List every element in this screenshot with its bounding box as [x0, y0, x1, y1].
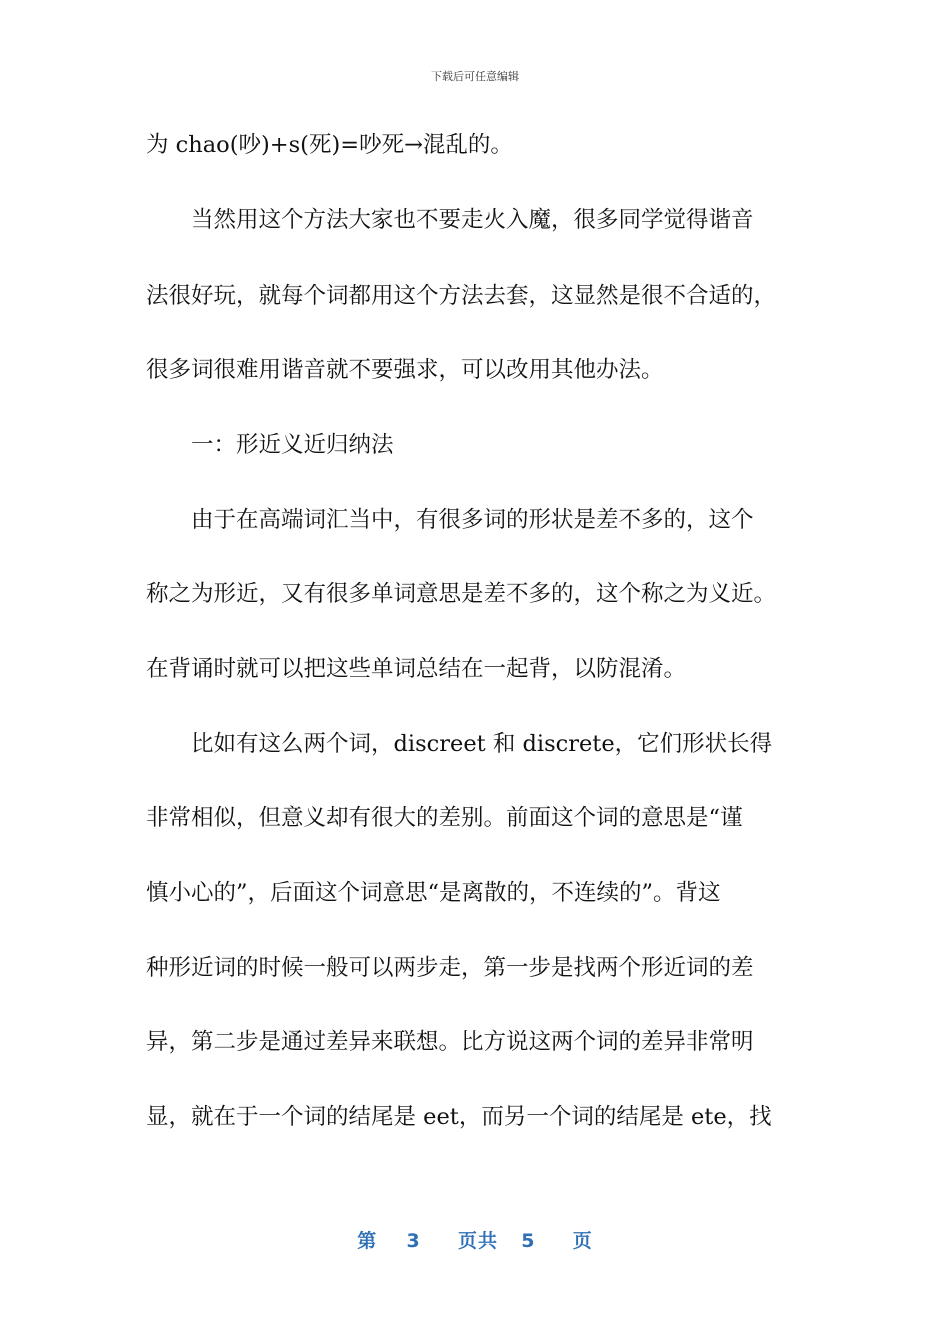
body-line: 法很好玩，就每个词都用这个方法去套，这显然是很不合适的，	[146, 283, 777, 309]
body-line: 异，第二步是通过差异来联想。比方说这两个词的差异非常明	[146, 1029, 754, 1055]
body-line: 显，就在于一个词的结尾是 eet，而另一个词的结尾是 ete，找	[146, 1104, 772, 1130]
footer-prefix: 第	[357, 1230, 378, 1252]
footer-middle: 页共	[457, 1230, 498, 1252]
body-line: 为 chao(吵)+s(死)=吵死→混乱的。	[146, 132, 513, 158]
body-line: 种形近词的时候一般可以两步走，第一步是找两个形近词的差	[146, 955, 754, 981]
total-pages-number: 5	[521, 1230, 536, 1252]
body-line: 非常相似，但意义却有很大的差别。前面这个词的意思是“谨	[146, 805, 743, 831]
body-line: 慎小心的”，后面这个词意思“是离散的，不连续的”。背这	[146, 880, 721, 906]
section-heading: 一：形近义近归纳法	[146, 432, 394, 458]
body-line: 在背诵时就可以把这些单词总结在一起背，以防混淆。	[146, 656, 687, 682]
page-header-note: 下载后可任意编辑	[431, 70, 519, 83]
page-footer	[0, 1226, 950, 1253]
current-page-number: 3	[406, 1230, 421, 1252]
body-line: 很多词很难用谐音就不要强求，可以改用其他办法。	[146, 357, 664, 383]
footer-suffix: 页	[572, 1230, 593, 1252]
body-line: 称之为形近，又有很多单词意思是差不多的，这个称之为义近。	[146, 581, 777, 607]
body-line: 比如有这么两个词，discreet 和 discrete，它们形状长得	[146, 731, 773, 757]
body-line: 当然用这个方法大家也不要走火入魔，很多同学觉得谐音	[146, 207, 754, 233]
body-line: 由于在高端词汇当中，有很多词的形状是差不多的，这个	[146, 507, 754, 533]
